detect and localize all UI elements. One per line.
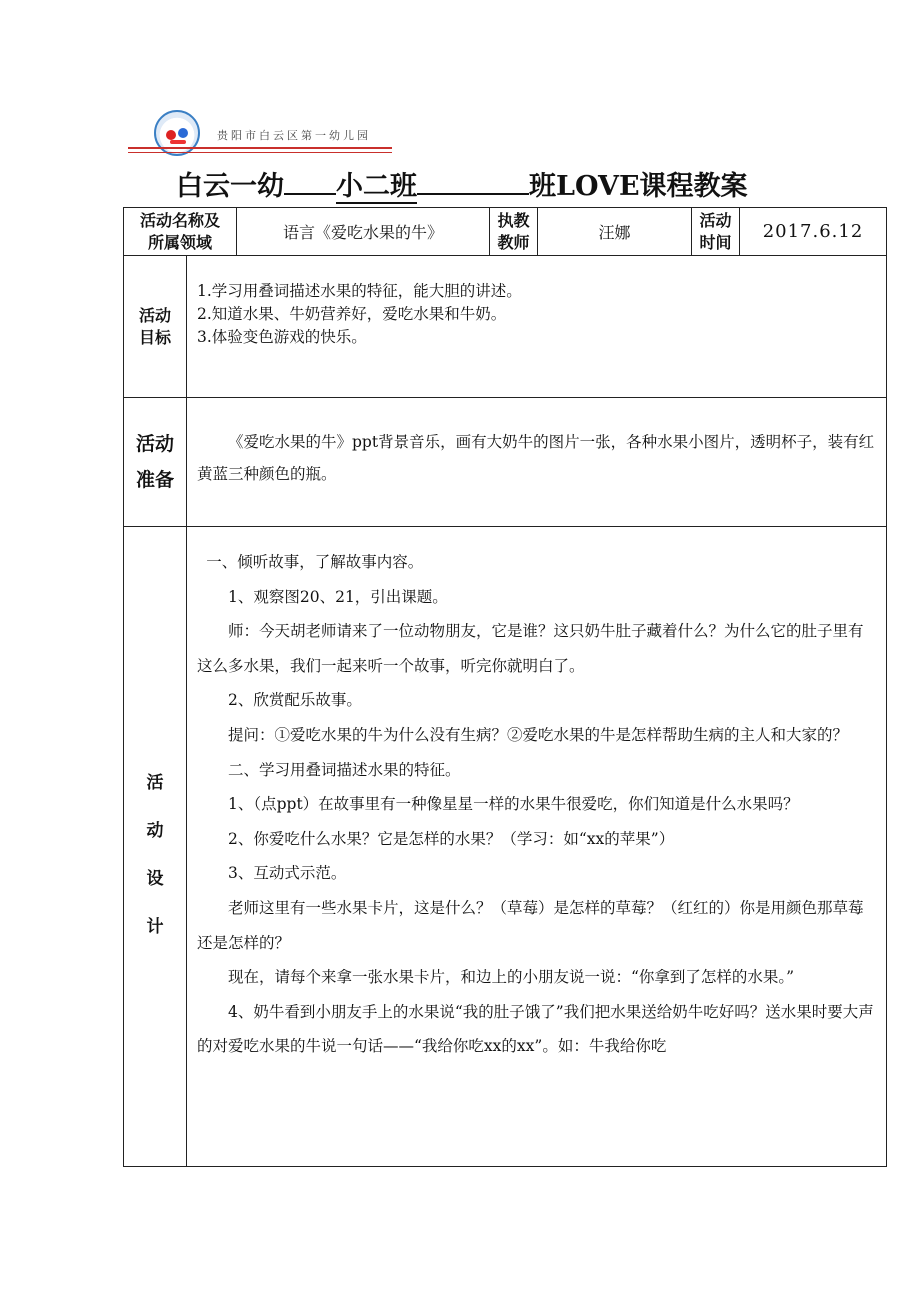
design-paragraph: 提问：①爱吃水果的牛为什么没有生病？②爱吃水果的牛是怎样帮助生病的主人和大家的？ (228, 725, 849, 744)
page-title (176, 164, 748, 204)
design-paragraph: 2、欣赏配乐故事。 (228, 691, 362, 710)
logo-blue-dot (178, 128, 188, 138)
design-label: 活动设计 (124, 527, 187, 1167)
design-heading: 一、倾听故事，了解故事内容。 (206, 553, 424, 571)
title-blank-1 (284, 193, 336, 195)
info-row (124, 208, 887, 256)
prep-content: 《爱吃水果的牛》ppt背景音乐，画有大奶牛的图片一张，各种水果小图片，透明杯子，装有红黄蓝三种颜色的瓶。 (187, 398, 887, 527)
goal-item: 2.知道水果、牛奶营养好，爱吃水果和牛奶。 (197, 305, 507, 323)
logo-red-dot (166, 130, 176, 140)
activity-name-value: 语言《爱吃水果的牛》 (237, 208, 490, 256)
goal-item: 1.学习用叠词描述水果的特征，能大胆的讲述。 (197, 282, 522, 300)
design-heading: 二、学习用叠词描述水果的特征。 (228, 760, 461, 779)
time-label: 活动时间 (692, 208, 740, 256)
design-paragraph: 2、你爱吃什么水果？它是怎样的水果？（学习：如“xx的苹果”） (228, 829, 675, 848)
goals-row (124, 256, 887, 398)
prep-row (124, 398, 887, 527)
teacher-value: 汪娜 (538, 208, 692, 256)
time-value: 2017.6.12 (740, 208, 887, 256)
teacher-label: 执教教师 (490, 208, 538, 256)
header-rule (128, 147, 392, 149)
header-rule-thin (128, 152, 392, 153)
goal-item: 3.体验变色游戏的快乐。 (197, 328, 367, 346)
title-school: 白云一幼 (176, 171, 284, 202)
school-name: 贵阳市白云区第一幼儿园 (217, 129, 371, 142)
title-blank-2 (417, 193, 529, 195)
design-paragraph: 4、奶牛看到小朋友手上的水果说“我的肚子饿了”我们把水果送给奶牛吃好吗？送水果时要大声的对爱吃水果的牛说一句话——“我给你吃xx的xx”。如：牛我给你吃 (197, 1002, 874, 1056)
activity-name-label: 活动名称及所属领域 (124, 208, 237, 256)
lesson-plan-table (123, 207, 887, 1167)
title-class: 小二班 (336, 171, 417, 202)
design-content (187, 527, 887, 1167)
design-paragraph: 师：今天胡老师请来了一位动物朋友，它是谁？这只奶牛肚子藏着什么？为什么它的肚子里有这么多水果，我们一起来听一个故事，听完你就明白了。 (197, 622, 864, 675)
logo-smile (170, 140, 186, 144)
design-row (124, 527, 887, 1167)
school-logo (154, 110, 200, 156)
design-paragraph: 现在，请每个来拿一张水果卡片，和边上的小朋友说一说：“你拿到了怎样的水果。” (228, 968, 795, 987)
design-paragraph: 1、（点ppt）在故事里有一种像星星一样的水果牛很爱吃，你们知道是什么水果吗？ (228, 795, 799, 814)
design-paragraph: 3、互动式示范。 (228, 864, 347, 883)
goals-label: 活动目标 (124, 256, 187, 398)
prep-label: 活动准备 (124, 398, 187, 527)
design-paragraph: 老师这里有一些水果卡片，这是什么？（草莓）是怎样的草莓？（红红的）你是用颜色那草莓还是怎样的？ (197, 898, 864, 952)
design-paragraph: 1、观察图20、21，引出课题。 (228, 587, 448, 606)
goals-content (187, 256, 887, 398)
title-course: 班LOVE课程教案 (529, 171, 748, 202)
